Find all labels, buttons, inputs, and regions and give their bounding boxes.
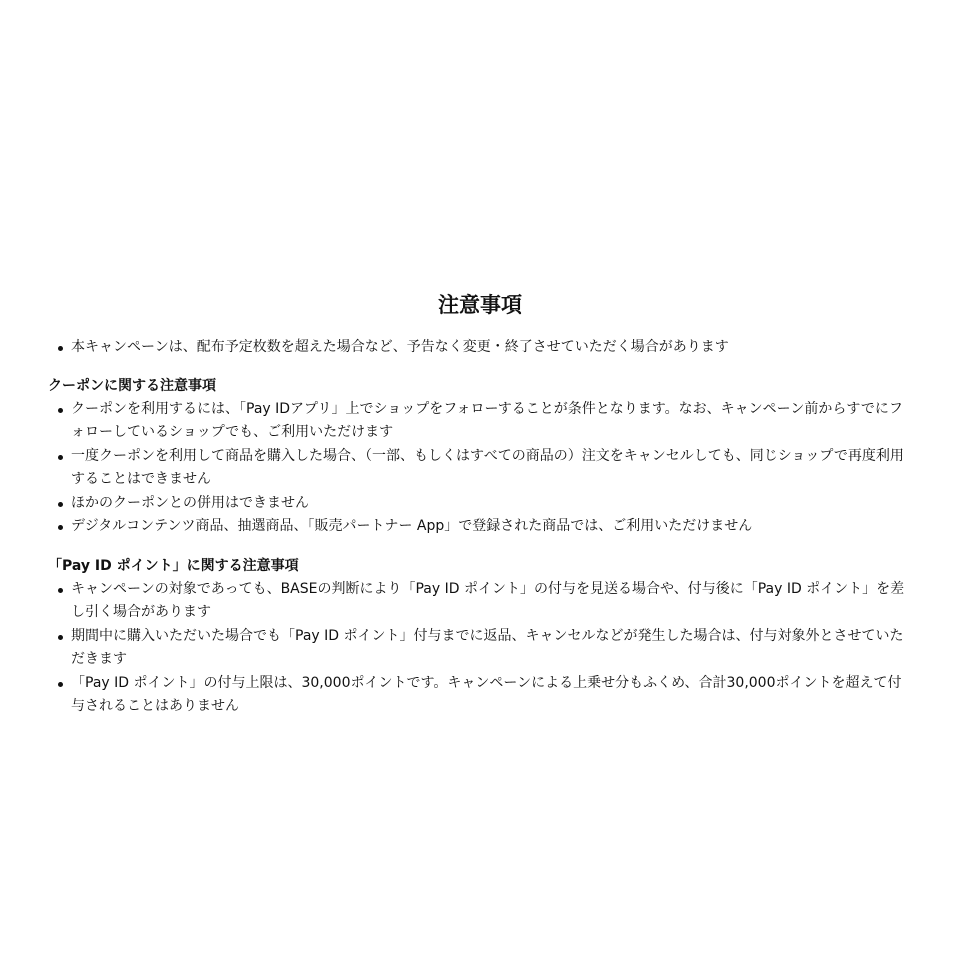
coupon-notes-heading: クーポンに関する注意事項 (48, 377, 216, 394)
points-notes (48, 555, 912, 719)
list-item: キャンペーンの対象であっても、BASEの判断により「Pay ID ポイント」の付与を見送る場合や、付与後に「Pay ID ポイント」を差し引く場合があります (48, 578, 912, 625)
list-item: 本キャンペーンは、配布予定枚数を超えた場合など、予告なく変更・終了させていただく場合があります (48, 336, 912, 360)
list-item: デジタルコンテンツ商品、抽選商品、「販売パートナー App」で登録された商品では、ご利用いただけません (48, 515, 912, 539)
list-item: 期間中に購入いただいた場合でも「Pay ID ポイント」付与までに返品、キャンセルなどが発生した場合は、付与対象外とさせていただきます (48, 625, 912, 672)
list-item: 一度クーポンを利用して商品を購入した場合、（一部、もしくはすべての商品の）注文をキャンセルしても、同じショップで再度利用することはできません (48, 445, 912, 492)
points-notes-heading: 「Pay ID ポイント」に関する注意事項 (48, 557, 299, 574)
general-notes (48, 336, 912, 360)
list-item: 「Pay ID ポイント」の付与上限は、30,000ポイントです。キャンペーンによる上乗せ分もふくめ、合計30,000ポイントを超えて付与されることはありません (48, 672, 912, 719)
coupon-notes-list (48, 398, 912, 539)
coupon-notes (48, 375, 912, 539)
list-item: ほかのクーポンとの併用はできません (48, 492, 912, 516)
page-title: 注意事項 (438, 293, 522, 317)
general-notes-list (48, 336, 912, 360)
list-item: クーポンを利用するには、「Pay IDアプリ」上でショップをフォローすることが条件となります。なお、キャンペーン前からすでにフォローしているショップでも、ご利用いただけます (48, 398, 912, 445)
points-notes-list (48, 578, 912, 719)
notice-section (48, 288, 912, 719)
